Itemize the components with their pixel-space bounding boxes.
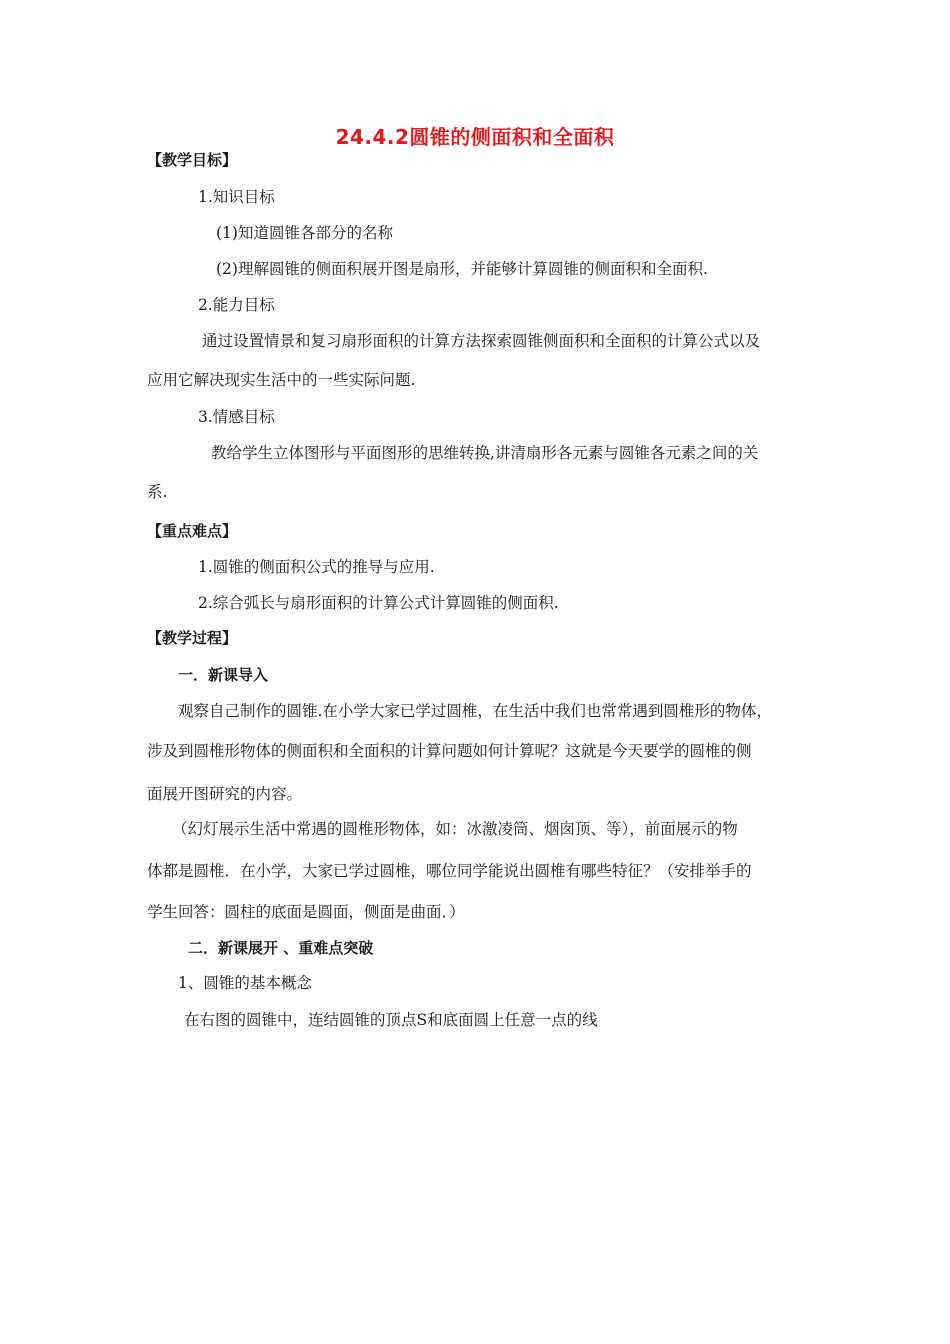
step-2-heading: 二．新课展开 、重难点突破 bbox=[188, 939, 374, 957]
process-heading: 【教学过程】 bbox=[147, 629, 238, 647]
emotion-text-line-2: 系. bbox=[147, 483, 168, 501]
ability-text-line-1: 通过设置情景和复习扇形面积的计算方法探索圆锥侧面积和全面积的计算公式以及 bbox=[202, 332, 761, 350]
knowledge-item-1: (1)知道圆锥各部分的名称 bbox=[216, 224, 393, 242]
slide-line-3: 学生回答：圆柱的底面是圆面，侧面是曲面．） bbox=[147, 903, 465, 921]
intro-line-2: 涉及到圆椎形物体的侧面积和全面积的计算问题如何计算呢？这就是今天要学的圆椎的侧 bbox=[147, 742, 752, 760]
intro-line-3: 面展开图研究的内容。 bbox=[147, 785, 303, 803]
document-title: 24.4.2圆锥的侧面积和全面积 bbox=[335, 125, 615, 149]
key-point-1: 1.圆锥的侧面积公式的推导与应用. bbox=[198, 558, 435, 576]
ability-goal-heading: 2.能力目标 bbox=[198, 296, 275, 314]
ability-text-line-2: 应用它解决现实生活中的一些实际问题. bbox=[147, 371, 416, 389]
knowledge-item-2: (2)理解圆锥的侧面积展开图是扇形，并能够计算圆锥的侧面积和全面积. bbox=[216, 260, 708, 278]
slide-line-2: 体都是圆椎．在小学，大家已学过圆椎，哪位同学能说出圆椎有哪些特征？（安排举手的 bbox=[147, 862, 752, 880]
objectives-heading: 【教学目标】 bbox=[147, 151, 238, 169]
slide-line-1: （幻灯展示生活中常遇的圆椎形物体，如：冰激凌筒、烟囱顶、等），前面展示的物 bbox=[172, 820, 738, 838]
key-points-heading: 【重点难点】 bbox=[147, 522, 238, 540]
key-point-2: 2.综合弧长与扇形面积的计算公式计算圆锥的侧面积. bbox=[198, 594, 559, 612]
concept-text: 在右图的圆锥中，连结圆锥的顶点S和底面圆上任意一点的线 bbox=[184, 1011, 598, 1029]
step-1-heading: 一．新课导入 bbox=[178, 666, 269, 684]
emotion-text-line-1: 教给学生立体图形与平面图形的思维转换,讲清扇形各元素与圆锥各元素之间的关 bbox=[211, 444, 759, 462]
concept-heading: 1、圆锥的基本概念 bbox=[178, 974, 312, 992]
knowledge-goal-heading: 1.知识目标 bbox=[198, 188, 275, 206]
intro-line-1: 观察自己制作的圆锥.在小学大家已学过圆椎，在生活中我们也常常遇到圆椎形的物体， bbox=[178, 702, 772, 720]
emotion-goal-heading: 3.情感目标 bbox=[198, 408, 275, 426]
